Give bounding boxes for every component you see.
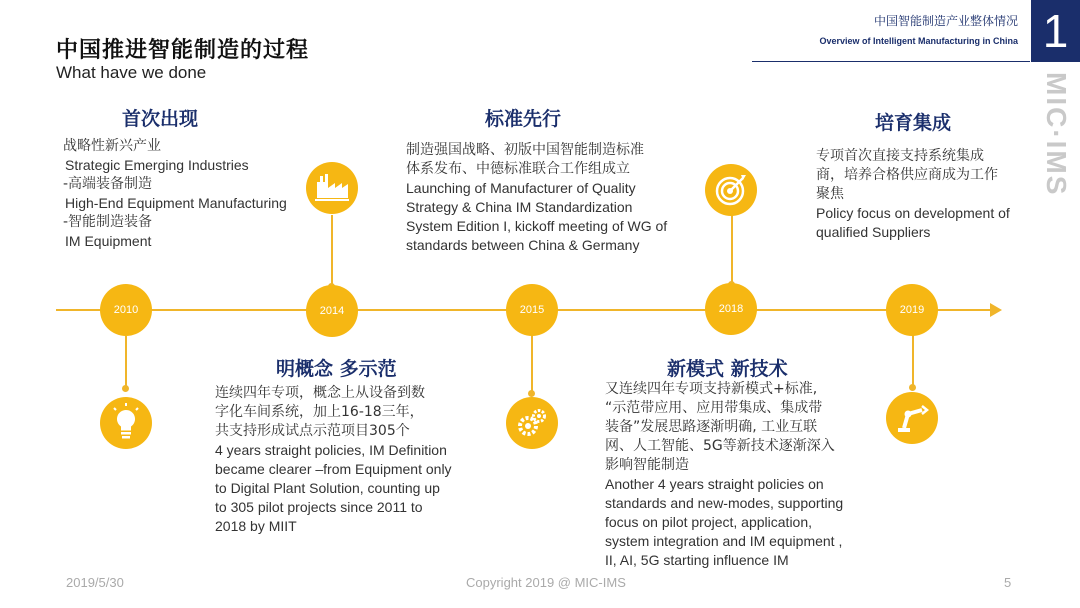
header-divider [752,61,1030,62]
milestone-line: High-End Equipment Manufacturing [65,195,287,211]
milestone-line: 共支持形成试点示范项目305个 [215,423,410,439]
milestone-line: 制造强国战略、初版中国智能制造标准 [406,142,644,158]
milestone-heading: 标准先行 [485,108,562,130]
side-label-text: MIC·IMS [1041,72,1072,197]
milestone-line: 连续四年专项，概念上从设备到数 [215,385,425,401]
milestone-line: became clearer –from Equipment only [215,461,452,477]
milestone-line: 战略性新兴产业 [63,138,161,154]
milestone-line: 字化车间系统，加上16-18三年， [215,404,424,420]
milestone-line: system integration and IM equipment , [605,533,843,549]
milestone-line: Policy focus on development of [816,205,1010,221]
milestone-line: 聚焦 [816,186,844,202]
year-2015: 2015 [506,284,558,336]
year-2010: 2010 [100,284,152,336]
milestone-line: 又连续四年专项支持新模式+标准, [605,381,818,397]
milestone-text [63,137,287,251]
connector-dot-2015 [528,390,535,397]
milestone-line: Launching of Manufacturer of Quality [406,180,636,196]
page-number: 5 [1004,575,1012,590]
page-subtitle: What have we done [56,63,207,82]
milestone-line: IM Equipment [65,233,152,249]
milestone-line: Strategy & China IM Standardization [406,199,633,215]
year-2018: 2018 [705,283,757,335]
lightbulb-icon [100,397,152,449]
page-title: 中国推进智能制造的过程 [56,38,310,63]
milestone-text [816,147,1010,242]
milestone-line: II, AI, 5G starting influence IM [605,552,789,568]
footer-date: 2019/5/30 [66,575,124,590]
milestone-line: 2018 by MIIT [215,518,297,534]
milestone-line: to Digital Plant Solution, counting up [215,480,440,496]
milestone-heading: 新模式 新技术 [667,358,788,380]
year-2014: 2014 [306,285,358,337]
milestone-line: standards between China & Germany [406,237,640,253]
milestone-line: 专项首次直接支持系统集成 [816,148,984,164]
milestone-line: -智能制造装备 [63,214,153,230]
connector-2019 [912,334,914,386]
milestone-text [215,384,452,536]
milestone-line: 体系发布、中德标准联合工作组成立 [406,161,630,177]
target-icon [705,164,757,216]
milestone-line: System Edition I, kickoff meeting of WG of [406,218,668,234]
milestone-text [406,141,667,255]
connector-dot-2019 [909,384,916,391]
gears-icon [506,397,558,449]
milestone-heading: 首次出现 [122,108,199,130]
milestone-text [605,380,843,570]
factory-icon [306,162,358,214]
milestone-heading: 明概念 多示范 [276,358,397,380]
milestone-line: 影响智能制造 [605,457,689,473]
milestone-line: to 305 pilot projects since 2011 to [215,499,423,515]
milestone-line: “示范带应用、应用带集成、集成带 [605,400,823,416]
milestone-line: Another 4 years straight policies on [605,476,824,492]
milestone-line: 网、人工智能、5G等新技术逐渐深入 [605,438,835,454]
side-label [1034,72,1078,202]
connector-2015 [531,334,533,394]
milestone-line: focus on pilot project, application, [605,514,813,530]
section-title-cn: 中国智能制造产业整体情况 [873,14,1018,28]
milestone-line: 装备”发展思路逐渐明确, 工业互联 [605,419,818,435]
milestone-line: -高端装备制造 [63,176,153,192]
milestone-line: standards and new-modes, supporting [605,495,844,511]
milestone-line: 商，培养合格供应商成为工作 [816,167,998,183]
milestone-heading: 培育集成 [875,112,952,134]
footer-copyright: Copyright 2019 @ MIC-IMS [466,575,626,590]
connector-dot-2010 [122,385,129,392]
section-number-tab: 1 [1031,0,1080,62]
robot-arm-icon [886,392,938,444]
connector-2018 [731,215,733,285]
milestone-line: 4 years straight policies, IM Definition [215,442,447,458]
section-title-en: Overview of Intelligent Manufacturing in China [819,36,1018,46]
connector-2014 [331,215,333,287]
milestone-line: qualified Suppliers [816,224,931,240]
year-2019: 2019 [886,284,938,336]
timeline-arrow [990,303,1002,317]
milestone-line: Strategic Emerging Industries [65,157,249,173]
connector-2010 [125,336,127,388]
